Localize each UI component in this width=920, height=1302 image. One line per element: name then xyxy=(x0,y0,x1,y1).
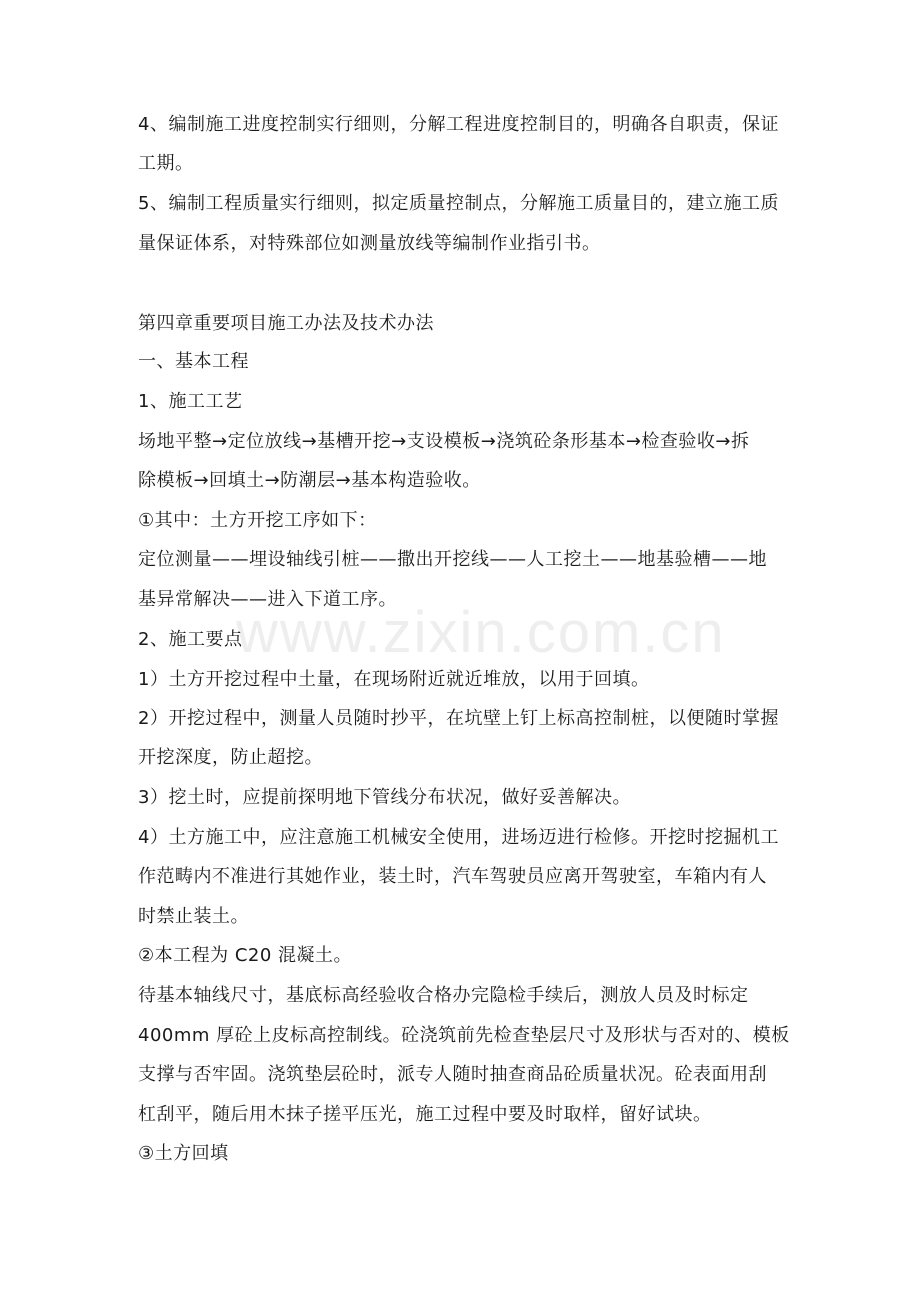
paragraph-line: 基异常解决——进入下道工序。 xyxy=(138,589,397,610)
chapter-heading: 第四章重要项目施工办法及技术办法 xyxy=(138,313,434,334)
paragraph-line: 工期。 xyxy=(138,153,194,174)
paragraph-line: 400mm 厚砼上皮标高控制线。砼浇筑前先检查垫层尺寸及形状与否对的、模板 xyxy=(138,1025,790,1046)
paragraph-line: 除模板→回填土→防潮层→基本构造验收。 xyxy=(138,470,481,491)
paragraph-line: ①其中：土方开挖工序如下： xyxy=(138,510,377,531)
paragraph-line: 4、编制施工进度控制实行细则，分解工程进度控制目的，明确各自职责，保证 xyxy=(138,114,779,135)
paragraph-line: 量保证体系，对特殊部位如测量放线等编制作业指引书。 xyxy=(138,233,601,254)
paragraph-line: 支撑与否牢固。浇筑垫层砼时，派专人随时抽查商品砼质量状况。砼表面用刮 xyxy=(138,1064,767,1085)
paragraph-line: 4）土方施工中，应注意施工机械安全使用，进场迈进行检修。开挖时挖掘机工 xyxy=(138,827,779,848)
paragraph-line: 3）挖土时，应提前探明地下管线分布状况，做好妥善解决。 xyxy=(138,787,631,808)
paragraph-line: 作范畴内不准进行其她作业，装土时，汽车驾驶员应离开驾驶室，车箱内有人 xyxy=(138,866,767,887)
watermark: www.zixin.com.cn xyxy=(236,600,726,665)
paragraph-line: 时禁止装土。 xyxy=(138,906,249,927)
paragraph-line: 杠刮平，随后用木抹子搓平压光，施工过程中要及时取样，留好试块。 xyxy=(138,1104,712,1125)
paragraph-line: 场地平整→定位放线→基槽开挖→支设模板→浇筑砼条形基本→检查验收→拆 xyxy=(138,431,750,452)
paragraph-line: 1）土方开挖过程中土量，在现场附近就近堆放，以用于回填。 xyxy=(138,669,650,690)
subsection-heading: 1、施工工艺 xyxy=(138,391,243,412)
paragraph-line: 定位测量——埋设轴线引桩——撒出开挖线——人工挖土——地基验槽——地 xyxy=(138,549,767,570)
paragraph-line: 2）开挖过程中，测量人员随时抄平，在坑壁上钉上标高控制桩，以便随时掌握 xyxy=(138,708,779,729)
paragraph-line: ③土方回填 xyxy=(138,1143,229,1164)
paragraph-line: 待基本轴线尺寸，基底标高经验收合格办完隐检手续后，测放人员及时标定 xyxy=(138,985,749,1006)
paragraph-line: 开挖深度，防止超挖。 xyxy=(138,747,323,768)
paragraph-line: 5、编制工程质量实行细则，拟定质量控制点，分解施工质量目的，建立施工质 xyxy=(138,193,779,214)
section-heading: 一、基本工程 xyxy=(138,351,249,372)
subsection-heading: 2、施工要点 xyxy=(138,629,243,650)
paragraph-line: ②本工程为 C20 混凝土。 xyxy=(138,945,353,966)
